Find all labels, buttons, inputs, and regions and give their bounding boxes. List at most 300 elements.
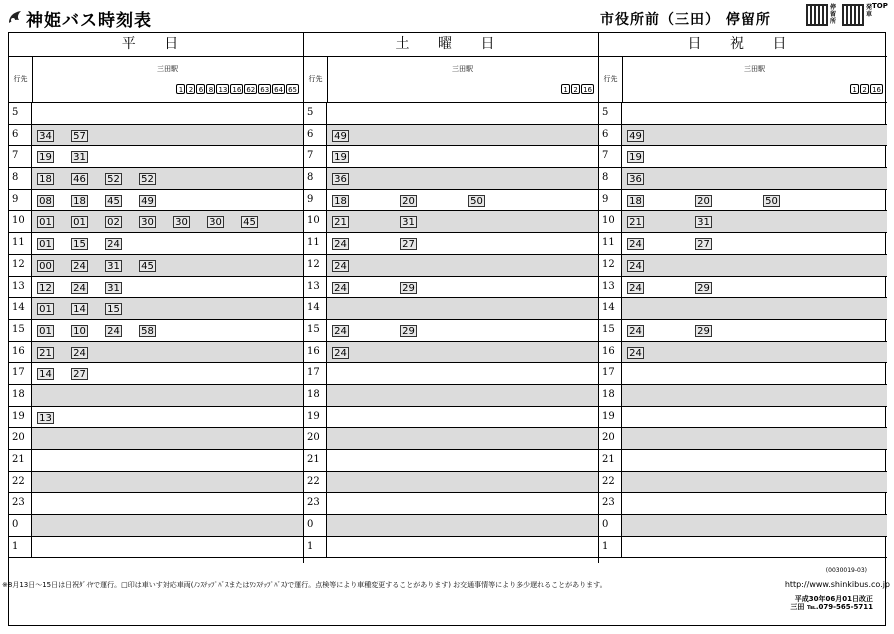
minutes-cell	[622, 211, 887, 232]
hour-label: 13	[304, 277, 327, 298]
minutes-cell	[32, 363, 303, 384]
hour-rows	[9, 103, 303, 558]
departure-minute[interactable]: 29	[695, 325, 712, 337]
table-row	[599, 277, 887, 299]
timetable	[8, 32, 886, 626]
destination-station: 三田駅	[157, 65, 178, 73]
table-row	[9, 363, 303, 385]
minutes-cell	[32, 277, 303, 298]
hour-label: 9	[9, 190, 32, 211]
route-notes	[850, 84, 883, 94]
table-row	[599, 363, 887, 385]
departure-minute[interactable]: 31	[105, 282, 122, 294]
hour-label: 15	[304, 320, 327, 341]
minutes-cell	[622, 277, 887, 298]
hour-label: 10	[599, 211, 622, 232]
hour-label: 8	[9, 168, 32, 189]
hour-label: 12	[304, 255, 327, 276]
hour-label: 11	[304, 233, 327, 254]
hour-label: 17	[599, 363, 622, 384]
departure-minute[interactable]: 29	[400, 282, 417, 294]
table-row	[304, 472, 598, 494]
route-note-badge: 62	[246, 86, 256, 94]
minutes-cell	[32, 320, 303, 341]
hour-label: 19	[599, 407, 622, 428]
route-note-badge: 2	[571, 84, 580, 94]
departure-minute[interactable]: 24	[627, 325, 644, 337]
table-row	[304, 298, 598, 320]
departure-minute[interactable]: 24	[71, 347, 88, 359]
departure-minute[interactable]: 18	[332, 195, 349, 207]
departure-minute[interactable]: 45	[139, 260, 156, 272]
minutes-cell	[327, 125, 598, 146]
minutes-cell	[327, 363, 598, 384]
table-row	[9, 146, 303, 168]
minutes-cell	[327, 537, 598, 558]
minutes-cell	[32, 515, 303, 536]
departure-minute[interactable]: 24	[332, 238, 349, 250]
table-row	[304, 277, 598, 299]
route-note-badge: 64	[274, 86, 284, 94]
minutes-cell	[32, 537, 303, 558]
hour-label: 19	[304, 407, 327, 428]
hour-label: 18	[599, 385, 622, 406]
route-note-badge: 2	[186, 84, 195, 94]
hour-label: 17	[304, 363, 327, 384]
hour-label: 10	[9, 211, 32, 232]
table-row	[599, 472, 887, 494]
qr-code-icon	[842, 4, 864, 26]
table-row	[599, 320, 887, 342]
table-row	[304, 211, 598, 233]
table-row	[599, 298, 887, 320]
hour-label: 1	[9, 537, 32, 558]
hour-label: 23	[599, 493, 622, 514]
table-row	[599, 146, 887, 168]
minutes-cell	[327, 146, 598, 167]
hour-label: 12	[9, 255, 32, 276]
minutes-cell	[327, 103, 598, 124]
hour-label: 6	[9, 125, 32, 146]
departure-minute[interactable]: 21	[37, 347, 54, 359]
minutes-cell	[327, 233, 598, 254]
hour-label: 9	[304, 190, 327, 211]
departure-minute[interactable]: 46	[71, 173, 88, 185]
hour-label: 14	[9, 298, 32, 319]
route-note-badge: 1	[561, 84, 570, 94]
minutes-cell	[622, 320, 887, 341]
minutes-cell	[327, 407, 598, 428]
departure-minute[interactable]: 27	[71, 368, 88, 380]
hour-label: 12	[599, 255, 622, 276]
hour-label: 23	[9, 493, 32, 514]
departure-minute[interactable]: 20	[695, 195, 712, 207]
table-row	[599, 385, 887, 407]
table-row	[304, 493, 598, 515]
departure-minute[interactable]: 27	[400, 238, 417, 250]
departure-minute[interactable]: 52	[139, 173, 156, 185]
minutes-cell	[622, 233, 887, 254]
minutes-cell	[32, 450, 303, 471]
minutes-cell	[327, 428, 598, 449]
departure-minute[interactable]: 31	[400, 216, 417, 228]
table-row	[9, 233, 303, 255]
hour-label: 22	[9, 472, 32, 493]
table-row	[9, 450, 303, 472]
hour-label: 21	[304, 450, 327, 471]
hour-label: 7	[9, 146, 32, 167]
top-link[interactable]: TOP	[872, 2, 888, 10]
departure-minute[interactable]: 24	[71, 282, 88, 294]
destination-station: 三田駅	[744, 65, 765, 73]
revision-date: 平成30年06月01日改正	[794, 595, 873, 603]
minutes-cell	[327, 450, 598, 471]
table-row	[9, 211, 303, 233]
table-row	[599, 233, 887, 255]
departure-minute[interactable]: 01	[37, 303, 54, 315]
destination-column-label: 行先	[9, 56, 33, 102]
hour-label: 15	[9, 320, 32, 341]
minutes-cell	[622, 125, 887, 146]
departure-minute[interactable]: 01	[37, 216, 54, 228]
minutes-cell	[32, 385, 303, 406]
page-title: 神姫バス時刻表	[26, 11, 152, 31]
minutes-cell	[327, 277, 598, 298]
route-note-badge: 65	[288, 86, 297, 94]
departure-minute[interactable]: 30	[173, 216, 190, 228]
minutes-cell	[32, 233, 303, 254]
departure-minute[interactable]: 30	[139, 216, 156, 228]
revision-info	[790, 595, 873, 611]
minutes-cell	[327, 255, 598, 276]
route-notes	[176, 84, 299, 94]
minutes-cell	[32, 472, 303, 493]
hour-label: 15	[599, 320, 622, 341]
table-row	[304, 385, 598, 407]
minutes-cell	[32, 103, 303, 124]
hour-label: 5	[599, 103, 622, 124]
departure-minute[interactable]: 49	[139, 195, 156, 207]
phone-number: 三田 ℡.079-565-5711	[790, 603, 873, 611]
minutes-cell	[327, 211, 598, 232]
departure-minute[interactable]: 30	[207, 216, 224, 228]
destination-header	[304, 56, 598, 103]
departure-minute[interactable]: 08	[37, 195, 54, 207]
table-row	[304, 190, 598, 212]
shinki-logo-icon	[6, 8, 24, 26]
destination-station: 三田駅	[452, 65, 473, 73]
hour-label: 11	[9, 233, 32, 254]
minutes-cell	[327, 190, 598, 211]
hour-label: 23	[304, 493, 327, 514]
departure-minute[interactable]: 13	[37, 412, 54, 424]
departure-minute[interactable]: 36	[627, 173, 644, 185]
departure-minute[interactable]: 24	[627, 260, 644, 272]
minutes-cell	[622, 168, 887, 189]
hour-label: 21	[599, 450, 622, 471]
departure-minute[interactable]: 18	[71, 195, 88, 207]
destination-header	[599, 56, 887, 103]
table-row	[599, 125, 887, 147]
minutes-cell	[622, 450, 887, 471]
table-row	[304, 146, 598, 168]
panel-title: 土 曜 日	[304, 33, 598, 57]
minutes-cell	[622, 472, 887, 493]
table-row	[599, 515, 887, 537]
table-row	[304, 103, 598, 125]
table-row	[599, 537, 887, 559]
hour-label: 9	[599, 190, 622, 211]
table-row	[304, 125, 598, 147]
departure-minute[interactable]: 34	[37, 130, 54, 142]
route-note-badge: 13	[218, 86, 228, 94]
departure-minute[interactable]: 31	[105, 260, 122, 272]
departure-minute[interactable]: 15	[105, 303, 122, 315]
table-row	[9, 385, 303, 407]
hour-label: 21	[9, 450, 32, 471]
hour-label: 16	[9, 342, 32, 363]
departure-minute[interactable]: 14	[71, 303, 88, 315]
hour-label: 0	[9, 515, 32, 536]
hour-label: 5	[9, 103, 32, 124]
table-row	[599, 342, 887, 364]
departure-minute[interactable]: 24	[332, 325, 349, 337]
hour-label: 14	[304, 298, 327, 319]
route-note-badge: 16	[872, 86, 881, 94]
minutes-cell	[327, 320, 598, 341]
table-row	[304, 255, 598, 277]
minutes-cell	[32, 342, 303, 363]
minutes-cell	[622, 537, 887, 558]
departure-minute[interactable]: 50	[468, 195, 485, 207]
departure-minute[interactable]: 31	[71, 151, 88, 163]
departure-minute[interactable]: 14	[37, 368, 54, 380]
departure-minute[interactable]: 50	[763, 195, 780, 207]
table-row	[9, 190, 303, 212]
table-row	[599, 428, 887, 450]
table-row	[304, 320, 598, 342]
table-row	[304, 168, 598, 190]
table-row	[9, 125, 303, 147]
hour-label: 6	[599, 125, 622, 146]
departure-minute[interactable]: 24	[627, 282, 644, 294]
departure-minute[interactable]: 24	[105, 325, 122, 337]
route-note-badge: 1	[176, 84, 185, 94]
hour-label: 20	[304, 428, 327, 449]
hour-label: 13	[599, 277, 622, 298]
table-row	[9, 515, 303, 537]
minutes-cell	[32, 125, 303, 146]
minutes-cell	[327, 472, 598, 493]
route-note-badge: 16	[232, 86, 242, 94]
panel-title: 日 祝 日	[599, 33, 887, 57]
hour-label: 22	[599, 472, 622, 493]
minutes-cell	[32, 146, 303, 167]
minutes-cell	[32, 428, 303, 449]
departure-minute[interactable]: 45	[241, 216, 258, 228]
departure-minute[interactable]: 01	[37, 238, 54, 250]
table-row	[9, 472, 303, 494]
departure-minute[interactable]: 52	[105, 173, 122, 185]
departure-minute[interactable]: 27	[695, 238, 712, 250]
table-row	[304, 342, 598, 364]
route-note-badge: 1	[850, 84, 859, 94]
qr-label-departure: 発車	[866, 4, 873, 18]
departure-minute[interactable]: 19	[332, 151, 349, 163]
departure-minute[interactable]: 24	[627, 347, 644, 359]
minutes-cell	[622, 428, 887, 449]
table-row	[9, 103, 303, 125]
minutes-cell	[622, 342, 887, 363]
departure-minute[interactable]: 57	[71, 130, 88, 142]
departure-minute[interactable]: 24	[332, 347, 349, 359]
departure-minute[interactable]: 12	[37, 282, 54, 294]
table-row	[304, 450, 598, 472]
hour-label: 13	[9, 277, 32, 298]
departure-minute[interactable]: 21	[627, 216, 644, 228]
hour-label: 7	[599, 146, 622, 167]
hour-rows	[304, 103, 598, 558]
minutes-cell	[32, 190, 303, 211]
table-row	[304, 537, 598, 559]
route-note-badge: 63	[260, 86, 270, 94]
panel-0	[9, 33, 304, 563]
route-note-badge: 2	[860, 84, 869, 94]
table-row	[304, 428, 598, 450]
destination-column-label: 行先	[304, 56, 328, 102]
departure-minute[interactable]: 02	[105, 216, 122, 228]
hour-label: 14	[599, 298, 622, 319]
table-row	[9, 407, 303, 429]
hour-label: 0	[304, 515, 327, 536]
qr-label-stop: 停留所	[830, 4, 837, 25]
minutes-cell	[32, 168, 303, 189]
departure-minute[interactable]: 19	[627, 151, 644, 163]
hour-label: 20	[9, 428, 32, 449]
departure-minute[interactable]: 10	[71, 325, 88, 337]
minutes-cell	[622, 407, 887, 428]
minutes-cell	[327, 168, 598, 189]
table-row	[599, 407, 887, 429]
minutes-cell	[327, 342, 598, 363]
hour-label: 18	[9, 385, 32, 406]
departure-minute[interactable]: 19	[37, 151, 54, 163]
departure-minute[interactable]: 01	[71, 216, 88, 228]
minutes-cell	[622, 515, 887, 536]
hour-rows	[599, 103, 887, 558]
departure-minute[interactable]: 01	[37, 325, 54, 337]
qr-code-icon	[806, 4, 828, 26]
departure-minute[interactable]: 24	[332, 282, 349, 294]
minutes-cell	[327, 298, 598, 319]
hour-label: 8	[304, 168, 327, 189]
departure-minute[interactable]: 18	[37, 173, 54, 185]
departure-minute[interactable]: 24	[627, 238, 644, 250]
stop-name: 市役所前（三田） 停留所	[600, 12, 771, 28]
minutes-cell	[622, 103, 887, 124]
table-row	[599, 450, 887, 472]
departure-minute[interactable]: 36	[332, 173, 349, 185]
hour-label: 7	[304, 146, 327, 167]
minutes-cell	[32, 298, 303, 319]
table-row	[599, 103, 887, 125]
hour-label: 10	[304, 211, 327, 232]
footer-note: ※8月13日～15日は日祝ﾀﾞｲﾔで運行。□印は車いす対応車両(ﾉﾝｽﾃｯﾌﾟﾊﾞｽまたはﾜﾝｽﾃｯﾌﾟﾊﾞｽ)で運行。点検等により車種変更することがあります) お交通事情等により多少遅れることがあります。	[2, 581, 607, 589]
departure-minute[interactable]: 45	[105, 195, 122, 207]
hour-label: 16	[304, 342, 327, 363]
table-row	[599, 211, 887, 233]
panel-title: 平 日	[9, 33, 303, 57]
panel-2	[599, 33, 887, 563]
table-row	[304, 233, 598, 255]
minutes-cell	[622, 190, 887, 211]
departure-minute[interactable]: 24	[71, 260, 88, 272]
departure-minute[interactable]: 29	[695, 282, 712, 294]
minutes-cell	[622, 298, 887, 319]
hour-label: 20	[599, 428, 622, 449]
panel-1	[304, 33, 599, 563]
table-row	[599, 493, 887, 515]
departure-minute[interactable]: 29	[400, 325, 417, 337]
minutes-cell	[327, 515, 598, 536]
minutes-cell	[622, 255, 887, 276]
table-row	[9, 537, 303, 559]
minutes-cell	[327, 385, 598, 406]
hour-label: 1	[304, 537, 327, 558]
table-row	[599, 255, 887, 277]
minutes-cell	[32, 211, 303, 232]
route-notes	[561, 84, 594, 94]
route-note-badge: 8	[206, 84, 215, 94]
hour-label: 1	[599, 537, 622, 558]
table-row	[9, 255, 303, 277]
departure-minute[interactable]: 49	[627, 130, 644, 142]
minutes-cell	[622, 493, 887, 514]
hour-label: 16	[599, 342, 622, 363]
table-row	[304, 515, 598, 537]
minutes-cell	[32, 493, 303, 514]
hour-label: 0	[599, 515, 622, 536]
hour-label: 18	[304, 385, 327, 406]
route-note-badge: 16	[583, 86, 592, 94]
table-row	[9, 320, 303, 342]
table-row	[9, 342, 303, 364]
departure-minute[interactable]: 31	[695, 216, 712, 228]
departure-minute[interactable]: 00	[37, 260, 54, 272]
destination-column-label: 行先	[599, 56, 623, 102]
minutes-cell	[622, 363, 887, 384]
hour-label: 8	[599, 168, 622, 189]
table-row	[9, 493, 303, 515]
departure-minute[interactable]: 20	[400, 195, 417, 207]
website-link[interactable]: http://www.shinkibus.co.jp	[784, 580, 890, 589]
table-row	[9, 298, 303, 320]
departure-minute[interactable]: 21	[332, 216, 349, 228]
departure-minute[interactable]: 49	[332, 130, 349, 142]
table-row	[304, 407, 598, 429]
hour-label: 5	[304, 103, 327, 124]
table-row	[9, 428, 303, 450]
departure-minute[interactable]: 24	[105, 238, 122, 250]
departure-minute[interactable]: 24	[332, 260, 349, 272]
departure-minute[interactable]: 18	[627, 195, 644, 207]
header	[0, 0, 894, 32]
hour-label: 17	[9, 363, 32, 384]
destination-header	[9, 56, 303, 103]
departure-minute[interactable]: 58	[139, 325, 156, 337]
departure-minute[interactable]: 15	[71, 238, 88, 250]
table-row	[599, 168, 887, 190]
